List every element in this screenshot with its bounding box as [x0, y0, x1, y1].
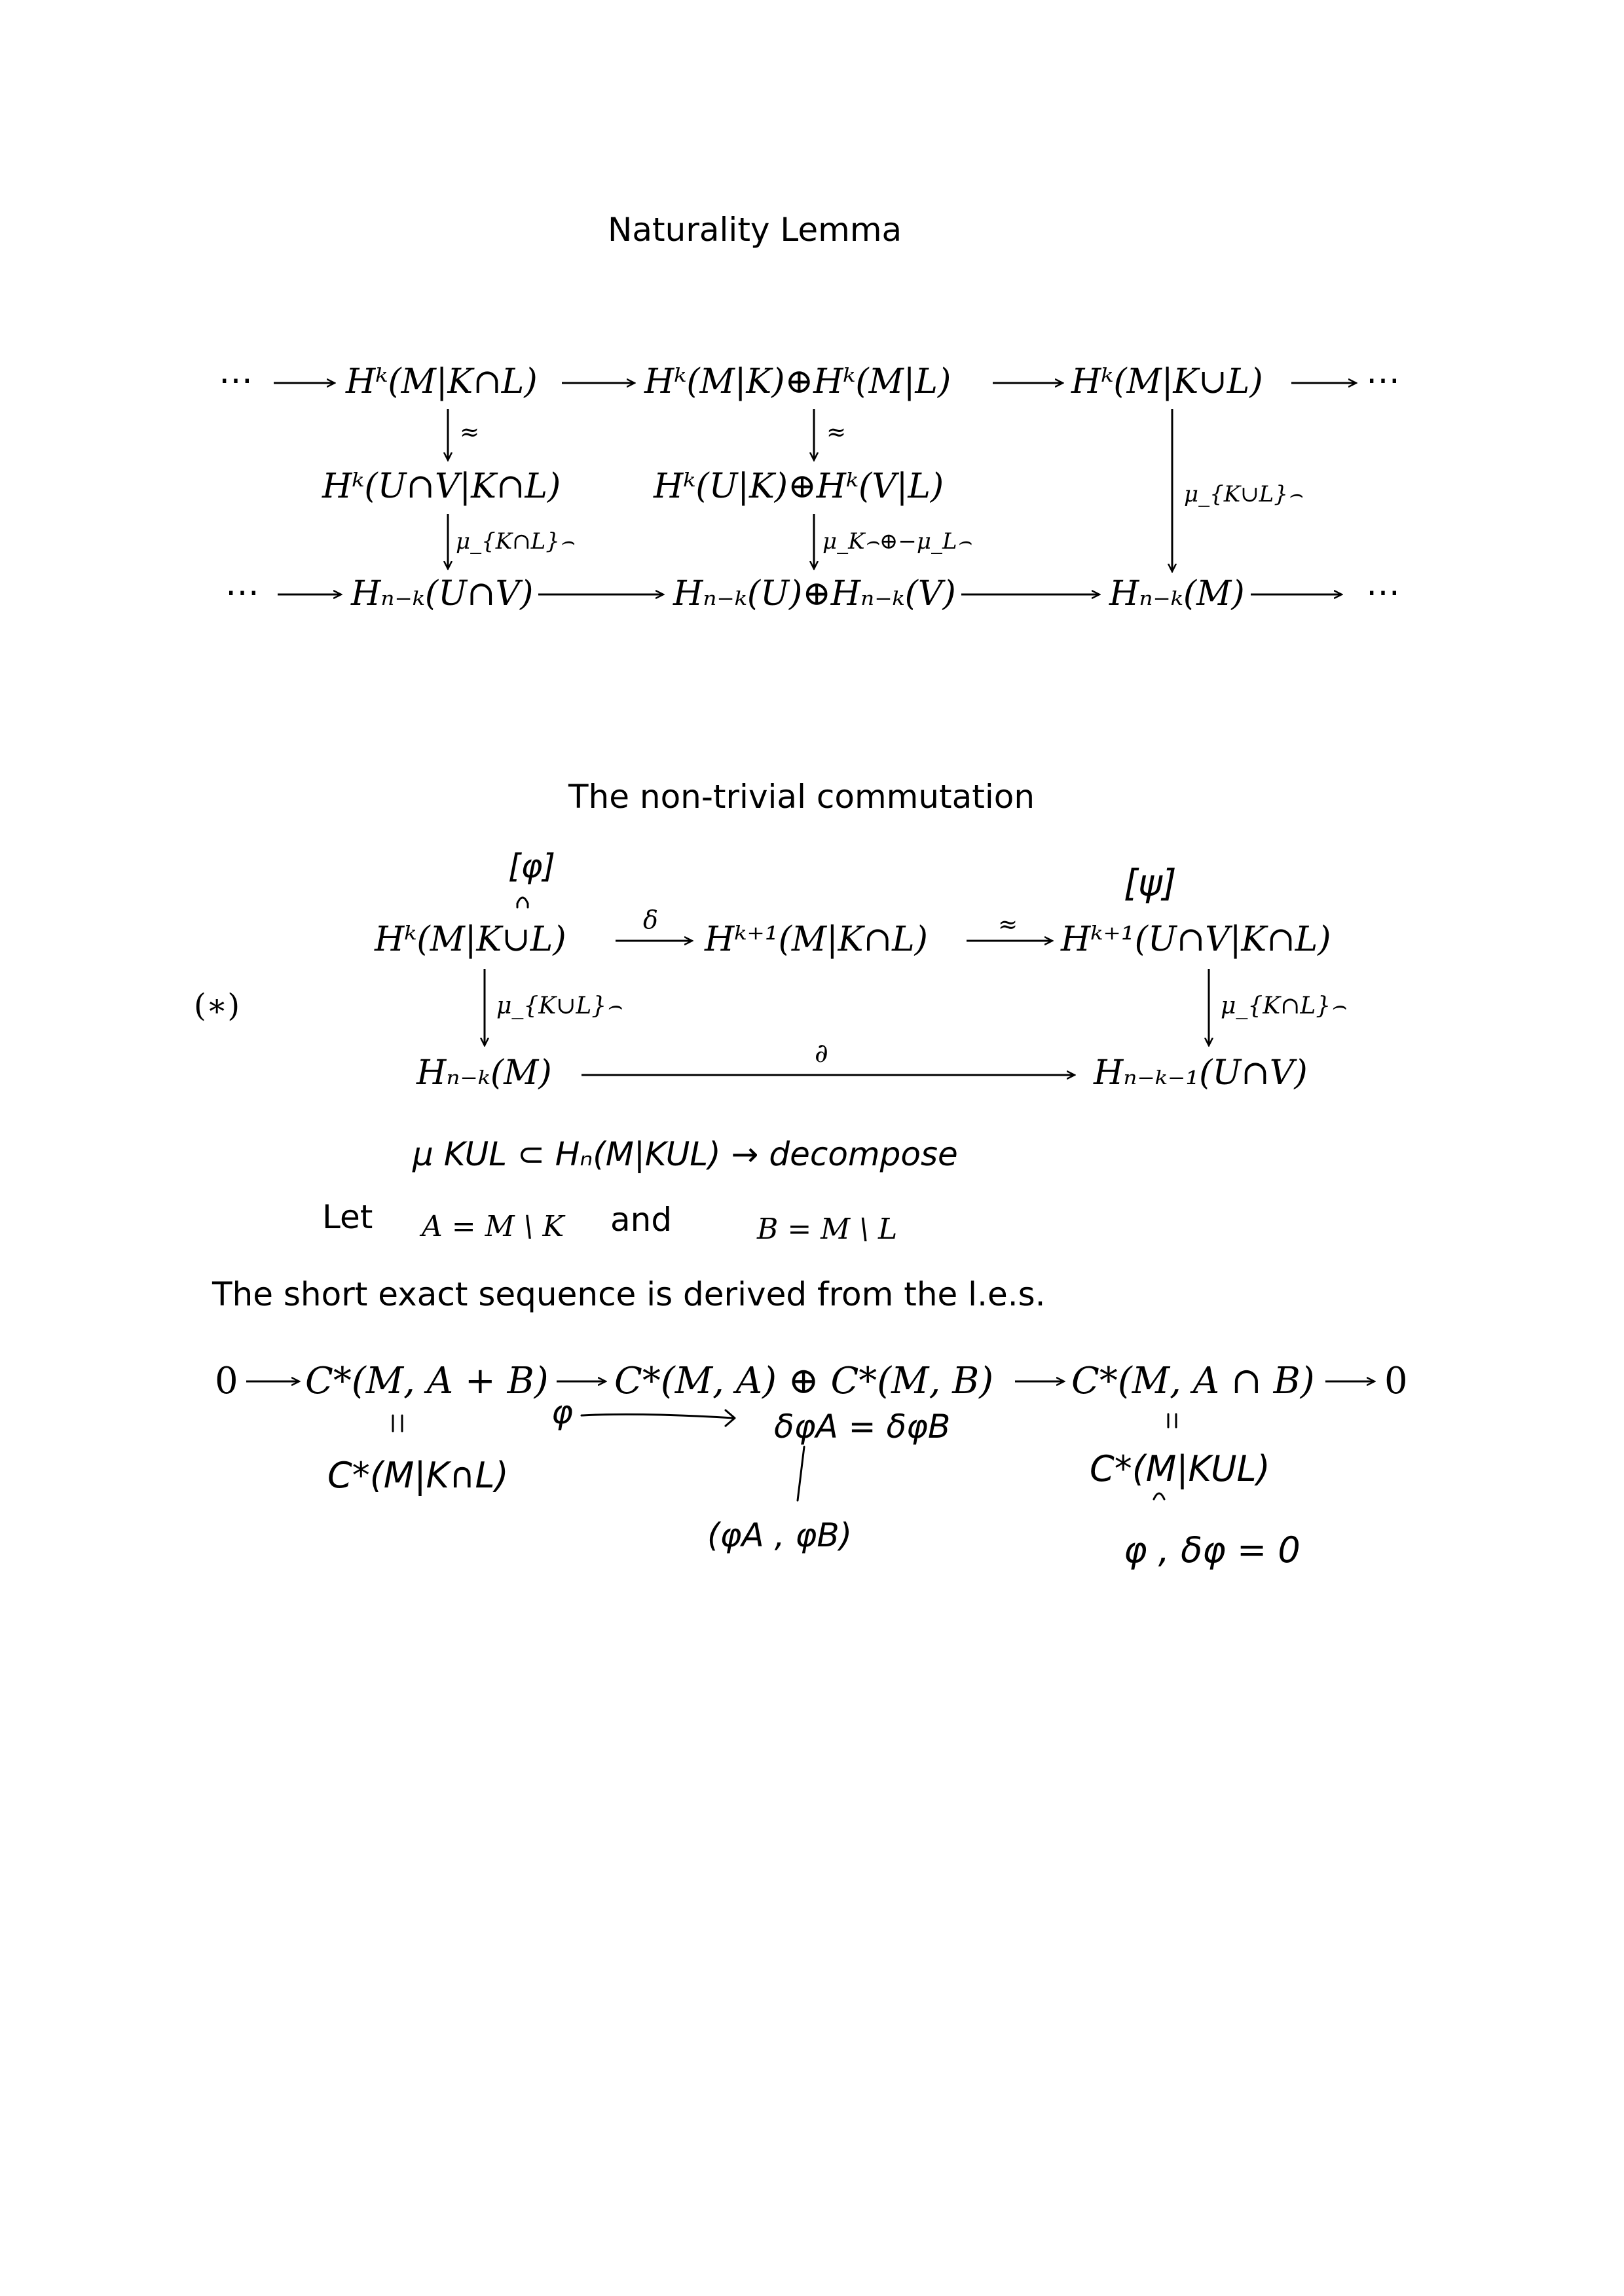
row1-node-c: Hᵏ(M|K∪L)	[1071, 362, 1263, 401]
top-node-a: Hᵏ(M|K∪L)	[375, 920, 566, 959]
hw-phi: φ	[551, 1393, 573, 1431]
row1-node-a: Hᵏ(M|K∩L)	[346, 362, 538, 401]
bottom-node-c: Hₙ₋ₖ₋₁(U∩V)	[1094, 1053, 1308, 1093]
let-word: Let	[322, 1198, 373, 1236]
top-node-b: Hᵏ⁺¹(M|K∩L)	[705, 920, 928, 959]
mu-label-c: μ_{K∪L}⌢	[1184, 481, 1303, 507]
ses-sentence: The short exact sequence is derived from the l.e.s.	[212, 1275, 1046, 1313]
boundary-label: ∂	[815, 1038, 828, 1068]
let-b-formula: B = M \ L	[757, 1212, 898, 1246]
hw-under-a: C*(M|K∩L)	[327, 1455, 509, 1496]
naturality-lemma-title: Naturality Lemma	[608, 211, 902, 249]
row1-left-dots: ⋯	[219, 361, 253, 400]
row2-node-b: Hᵏ(U|K)⊕Hᵏ(V|L)	[654, 467, 944, 506]
hw-phi-class: [φ]	[508, 847, 555, 885]
mu-label-b: μ_K⌢⊕−μ_L⌢	[822, 528, 972, 555]
ses-zero-right: 0	[1384, 1360, 1408, 1402]
hw-pair: (φA , φB)	[707, 1516, 853, 1554]
and-word: and	[610, 1201, 673, 1239]
ses-diagram	[215, 1360, 1408, 1571]
hw-psi-class: [ψ]	[1124, 862, 1177, 905]
iso-label-top: ≈	[998, 911, 1018, 938]
ses-node-a: C*(M, A + B)	[305, 1360, 549, 1402]
hw-delta-eq: δφA = δφB	[774, 1408, 951, 1446]
row1-node-b: Hᵏ(M|K)⊕Hᵏ(M|L)	[644, 362, 951, 401]
iso-label-b: ≈	[826, 419, 847, 446]
top-node-c: Hᵏ⁺¹(U∩V|K∩L)	[1061, 920, 1331, 959]
ses-node-c: C*(M, A ∩ B)	[1071, 1360, 1315, 1402]
ses-zero-left: 0	[215, 1360, 238, 1402]
hw-cocycle-subset-mark	[1154, 1493, 1164, 1499]
row1-right-dots: ⋯	[1366, 361, 1400, 400]
hw-cocycle: φ , δφ = 0	[1124, 1529, 1301, 1571]
mu-right-label: μ_{K∩L}⌢	[1221, 993, 1346, 1019]
commutation-title: The non-trivial commutation	[568, 778, 1035, 816]
iso-label-a: ≈	[460, 419, 480, 446]
commutation-diagram	[194, 847, 1346, 1173]
hw-decompose-note: μ KUL ⊂ Hₙ(M|KUL) → decompose	[413, 1135, 958, 1173]
mu-left-label: μ_{K∪L}⌢	[496, 993, 622, 1019]
row3-right-dots: ⋯	[1366, 573, 1400, 612]
naturality-diagram	[219, 361, 1400, 613]
hw-under-c: C*(M|KUL)	[1090, 1448, 1270, 1489]
hw-phi-arrow-line	[581, 1414, 733, 1418]
hw-pair-connector	[798, 1447, 804, 1501]
row3-node-b: Hₙ₋ₖ(U)⊕Hₙ₋ₖ(V)	[673, 574, 956, 613]
star-label: (∗)	[194, 987, 240, 1024]
mu-label-a: μ_{K∩L}⌢	[456, 528, 575, 555]
row2-node-a: Hᵏ(U∩V|K∩L)	[322, 467, 561, 506]
let-a-formula: A = M \ K	[422, 1210, 564, 1243]
hw-phi-subset-mark	[517, 898, 528, 903]
row3-node-c: Hₙ₋ₖ(M)	[1109, 574, 1245, 613]
row3-node-a: Hₙ₋ₖ(U∩V)	[351, 574, 534, 613]
delta-label: δ	[643, 905, 658, 934]
bottom-node-a: Hₙ₋ₖ(M)	[416, 1053, 552, 1093]
row3-left-dots: ⋯	[225, 573, 259, 612]
ses-node-b: C*(M, A) ⊕ C*(M, B)	[614, 1360, 994, 1402]
